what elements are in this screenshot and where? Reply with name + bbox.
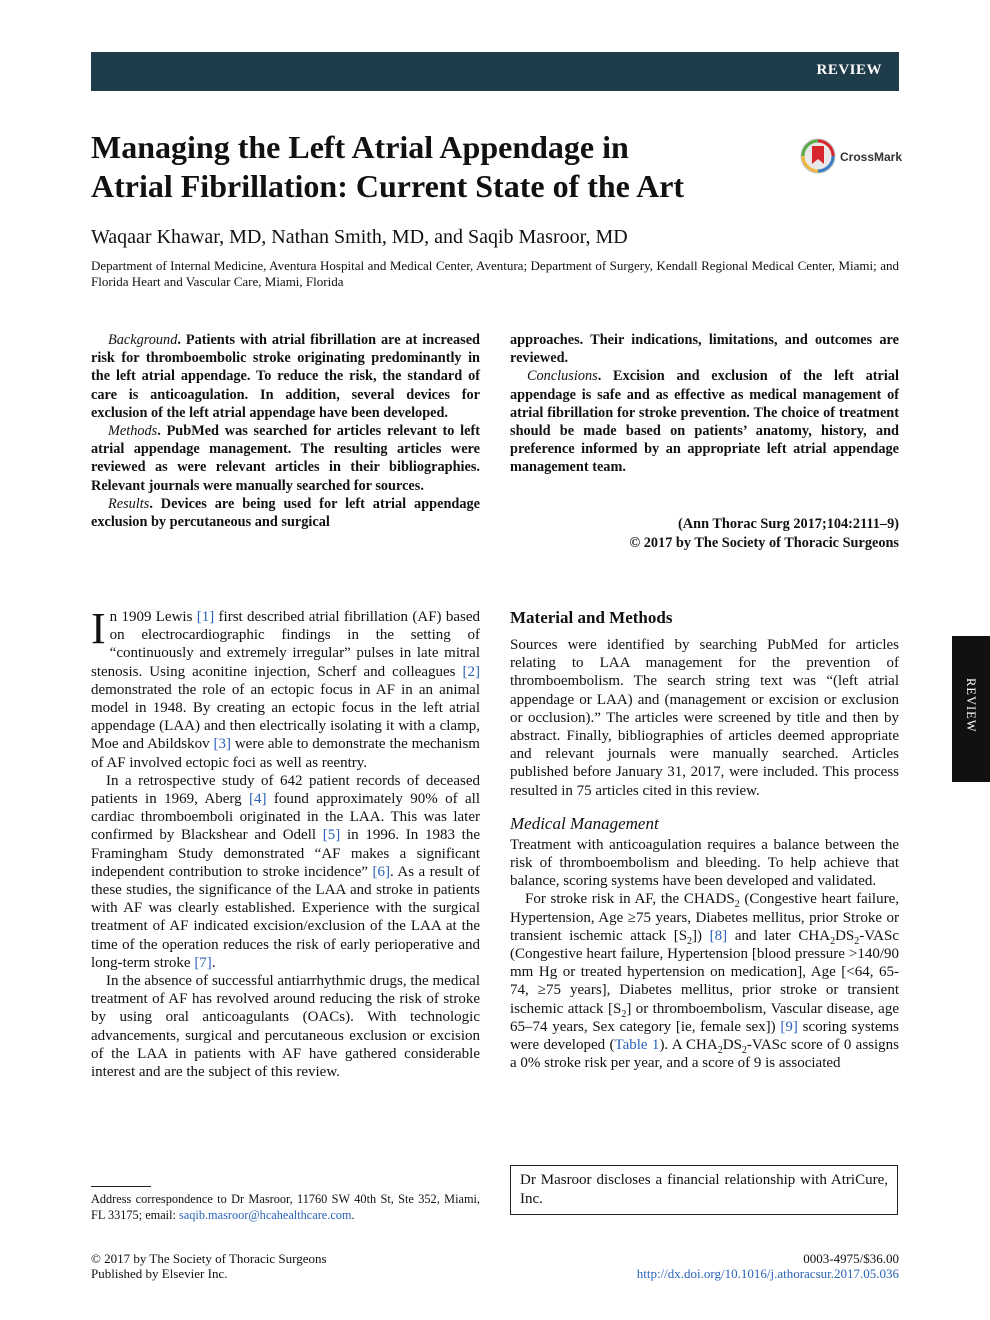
reference-link[interactable]: [4] xyxy=(248,791,267,808)
doi-link[interactable]: http://dx.doi.org/10.1016/j.athoracsur.2017.05.036 xyxy=(636,1266,899,1281)
body-left-column xyxy=(91,604,480,1081)
side-tab-label: REVIEW xyxy=(964,678,978,733)
mm-text: -VASc score of 0 assigns a 0% stroke risk per year, and a score of 9 is associated xyxy=(510,1037,900,1072)
reference-link[interactable]: [8] xyxy=(709,927,728,944)
crossmark-icon xyxy=(800,138,836,174)
footnote-divider xyxy=(91,1186,151,1187)
mm-text: DS xyxy=(722,1037,742,1054)
mm-text: scoring systems were developed ( xyxy=(510,1018,899,1054)
reference-link[interactable]: [9] xyxy=(780,1018,798,1035)
section-label: REVIEW xyxy=(816,62,882,78)
footnote-end: . xyxy=(351,1208,355,1222)
intro-text: found approximately 90% of all cardiac thromboemboli originated in the LAA. This was later confirmed by Blackshear and Odell xyxy=(91,791,480,844)
reference-link[interactable]: [5] xyxy=(322,827,341,844)
journal-citation xyxy=(510,515,899,552)
intro-text: first described atrial fibrillation (AF) based on electrocardiographic findings in the setting of “continuously and extremely irregular” pulses in late mitral stenosis. Using aconitine injection, Scherf and colleagues xyxy=(91,609,480,680)
subscript: 2 xyxy=(717,1045,723,1057)
subscript: 2 xyxy=(687,935,693,947)
correspondence-footnote xyxy=(91,1191,480,1223)
results-label: Results xyxy=(108,495,150,512)
mm-text: -VASc (Congestive heart failure, Hypertension [blood pressure >140/90 mm Hg or treated hypertension on medication], Age [<64, 65-74, ≥75 years], Diabetes mellitus, prior stroke or transient ischemic attack [S xyxy=(510,927,899,1017)
footer-copyright: © 2017 by The Society of Thoracic Surgeons xyxy=(91,1251,327,1266)
author-list: Waqaar Khawar, MD, Nathan Smith, MD, and Saqib Masroor, MD xyxy=(91,226,628,248)
intro-text: In a retrospective study of 642 patient records of deceased patients in 1969, Aberg xyxy=(91,772,480,808)
intro-text: were able to demonstrate the mechanism of AF involved ectopic foci as well as reentry. xyxy=(91,736,480,771)
intro-text: . As a result of these studies, the significance of the LAA and stroke in patients with AF was clearly established. Experience with the surgical treatment of AF indicated excision/exclusion of the LAA at the time of the operation reduces the risk of early perioperative and long-term stroke xyxy=(91,863,480,971)
intro-paragraph-2 xyxy=(91,772,480,972)
subscript: 2 xyxy=(741,1045,747,1057)
mm-text: DS xyxy=(835,927,855,944)
citation-text: (Ann Thorac Surg 2017;104:2111–9) xyxy=(678,516,899,532)
mm-text: ). A CHA xyxy=(659,1037,718,1054)
footer-right xyxy=(637,1251,899,1281)
subscript: 2 xyxy=(621,1008,627,1020)
conclusions-label: Conclusions xyxy=(527,368,598,385)
footer-issn: 0003-4975/$36.00 xyxy=(803,1251,899,1266)
email-link[interactable]: saqib.masroor@hcahealthcare.com xyxy=(179,1208,352,1222)
subsection-heading-medical-management: Medical Management xyxy=(510,813,659,833)
footer-left xyxy=(91,1251,327,1281)
subscript: 2 xyxy=(830,935,836,947)
abstract-results-continued: approaches. Their indications, limitations, and outcomes are reviewed. xyxy=(510,332,899,367)
medical-management-paragraph-1: Treatment with anticoagulation requires a balance between the risk of thromboembolism and bleeding. To help achieve that balance, scoring systems have been developed and validated. xyxy=(510,836,899,890)
conclusions-text: . Excision and exclusion of the left atrial appendage is safe and as effective as medical management of atrial fibrillation for stroke prevention. The choice of treatment should be made based on patients’ anatomy, history, and preference informed by an appropriate left atrial appendage management team. xyxy=(510,368,899,476)
article-title xyxy=(91,128,791,206)
title-line-2: Atrial Fibrillation: Current State of the Art xyxy=(91,168,685,204)
intro-paragraph-1 xyxy=(91,604,480,772)
drop-cap: I xyxy=(91,604,106,653)
mm-text: and later CHA xyxy=(727,927,831,944)
intro-text: in 1996. In 1983 the Framingham Study demonstrated “AF makes a significant independent contribution to stroke incidence” xyxy=(91,827,480,880)
abstract-methods xyxy=(91,422,480,495)
background-text: . Patients with atrial fibrillation are at increased risk for thromboembolic stroke originating predominantly in the left atrial appendage. To reduce the risk, the standard of care is anticoagulation. In addition, several devices for exclusion of the left atrial appendage have been developed. xyxy=(91,332,480,421)
mm-text: ]) xyxy=(692,927,710,944)
reference-link[interactable]: [3] xyxy=(213,736,231,753)
table-link[interactable]: Table 1 xyxy=(614,1037,660,1054)
section-banner xyxy=(91,52,899,91)
affiliation: Department of Internal Medicine, Aventura Hospital and Medical Center, Aventura; Department of Surgery, Kendall Regional Medical Center, Miami; and Florida Heart and Vascular Care, Miami, Florida xyxy=(91,258,899,289)
intro-text: . xyxy=(211,954,216,971)
disclosure-box: Dr Masroor discloses a financial relationship with AtriCure, Inc. xyxy=(510,1165,898,1215)
medical-management-paragraph-2 xyxy=(510,890,899,1072)
reference-link[interactable]: [7] xyxy=(194,954,212,971)
abstract-conclusions xyxy=(510,367,899,476)
intro-text: n 1909 Lewis xyxy=(109,609,197,625)
reference-link[interactable]: [2] xyxy=(462,663,480,680)
methods-text: . PubMed was searched for articles relevant to left atrial appendage management. The resulting articles were reviewed as were relevant articles in their bibliographies. Relevant journals were manually searched for sources. xyxy=(91,423,480,494)
footnote-text: Address correspondence to Dr Masroor, 11760 SW 40th St, Ste 352, Miami, FL 33175; email: xyxy=(91,1192,480,1222)
crossmark-badge[interactable] xyxy=(800,138,910,178)
side-section-tab xyxy=(952,636,990,782)
abstract-results xyxy=(91,495,480,531)
mm-text: ] or thromboembolism, Vascular disease, age 65–74 years, Sex category [ie, female sex]) xyxy=(510,1000,899,1035)
subscript: 2 xyxy=(854,935,860,947)
abstract-copyright: © 2017 by The Society of Thoracic Surgeons xyxy=(629,534,899,551)
methods-label: Methods xyxy=(108,423,158,440)
mm-text: For stroke risk in AF, the CHADS xyxy=(525,891,735,908)
methods-paragraph: Sources were identified by searching PubMed for articles relating to LAA management for the prevention of thromboembolism. The search string text was “(left atrial appendage or LAA) and (management or excision or exclusion or occlusion).” The articles were screened by title and then by abstract. Finally, bibliographies of articles deemed appropriate and relevant journals were manually searched. Articles published before January 31, 2017, were included. This process resulted in 75 articles cited in this review. xyxy=(510,637,899,799)
body-right-column xyxy=(510,608,899,1072)
abstract-left-column xyxy=(91,331,480,531)
title-line-1: Managing the Left Atrial Appendage in xyxy=(91,129,629,165)
reference-link[interactable]: [1] xyxy=(196,609,215,625)
footer-publisher: Published by Elsevier Inc. xyxy=(91,1266,228,1281)
reference-link[interactable]: [6] xyxy=(372,863,390,880)
subscript: 2 xyxy=(734,899,740,911)
abstract-background xyxy=(91,331,480,422)
crossmark-label: CrossMark xyxy=(840,150,903,164)
intro-paragraph-3: In the absence of successful antiarrhythmic drugs, the medical treatment of AF has revolved around reducing the risk of stroke by using oral anticoagulants (OACs). With technologic advancements, surgical and percutaneous exclusion or excision of the LAA in patients with AF have gathered considerable interest and are the subject of this review. xyxy=(91,973,480,1081)
intro-text: demonstrated the role of an ectopic focus in AF in an animal model in 1948. By creating an ectopic focus in the left atrial appendage (LAA) and then electrically isolating it with a clamp, Moe and Abildskov xyxy=(91,681,480,753)
results-text: . Devices are being used for left atrial appendage exclusion by percutaneous and surgical xyxy=(91,495,480,531)
section-heading-methods: Material and Methods xyxy=(510,608,673,627)
mm-text: (Congestive heart failure, Hypertension, Age ≥75 years, Diabetes mellitus, prior Stroke or transient ischemic attack [S xyxy=(510,891,899,944)
background-label: Background xyxy=(108,332,178,348)
abstract-right-column xyxy=(510,331,899,477)
